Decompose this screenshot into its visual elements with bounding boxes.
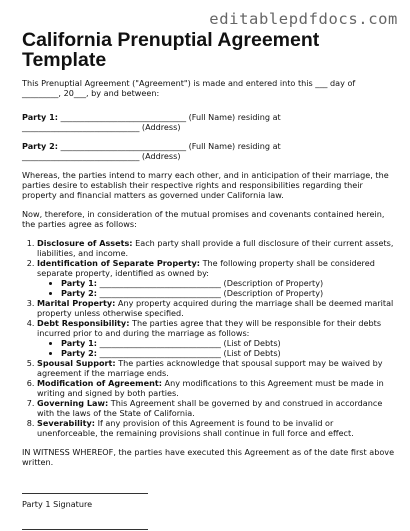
clause-modification: [37, 378, 396, 398]
sub-label: Party 1:: [61, 338, 97, 348]
therefore-paragraph: Now, therefore, in consideration of the mutual promises and covenants contained herein, the parties agree as follows:: [22, 209, 385, 229]
party-2-name-line: [22, 141, 396, 151]
whereas-paragraph: Whereas, the parties intend to marry each other, and in anticipation of their marriage, the parties desire to establish their respective rights and responsibilities regarding their property and financial matters as governed under California law.: [22, 170, 389, 200]
clause-title: Disclosure of Assets:: [37, 238, 133, 248]
clause-text: Each party shall provide a full disclosure of their current assets, liabilities, and income.: [37, 238, 394, 258]
party-1-signature-line[interactable]: [22, 493, 148, 494]
debt-sublist: [37, 338, 396, 358]
sub-text: ______________________________ (List of Debts): [97, 348, 281, 358]
debt-item-party-1: [61, 338, 396, 348]
sub-text: ______________________________ (Description of Property): [97, 288, 324, 298]
party-1-address-line: _____________________________ (Address): [22, 122, 181, 132]
party-1-signature-label: Party 1 Signature: [22, 499, 93, 509]
clause-title: Modification of Agreement:: [37, 378, 162, 388]
clause-severability: [37, 418, 396, 438]
clause-text: The following property shall be considered separate property, identified as owned by:: [37, 258, 375, 278]
clause-title: Marital Property:: [37, 298, 116, 308]
sub-label: Party 2:: [61, 288, 97, 298]
clause-text: If any provision of this Agreement is found to be invalid or unenforceable, the remaining provisions shall continue in full force and effect.: [37, 418, 354, 438]
page-title: California Prenuptial Agreement Template: [22, 29, 320, 71]
party-2-block: [22, 141, 396, 161]
party-2-address-line: _____________________________ (Address): [22, 151, 181, 161]
property-item-party-2: [61, 288, 396, 298]
property-item-party-1: [61, 278, 396, 288]
clause-marital-property: [37, 298, 396, 318]
clause-debt: [37, 318, 396, 358]
witness-paragraph: IN WITNESS WHEREOF, the parties have executed this Agreement as of the date first above written.: [22, 447, 395, 467]
party-1-label: Party 1:: [22, 112, 58, 122]
clause-title: Spousal Support:: [37, 358, 116, 368]
clause-title: Debt Responsibility:: [37, 318, 130, 328]
clause-title: Governing Law:: [37, 398, 109, 408]
party-2-signature-line[interactable]: [22, 529, 148, 530]
agreement-body: [22, 78, 396, 530]
sub-text: ______________________________ (List of Debts): [97, 338, 281, 348]
sub-text: ______________________________ (Description of Property): [97, 278, 324, 288]
clause-text: Any modifications to this Agreement must be made in writing and signed by both parties.: [37, 378, 384, 398]
clause-text: This Agreement shall be governed by and construed in accordance with the laws of the State of California.: [37, 398, 383, 418]
party-1-name-line: [22, 112, 396, 122]
clause-text: Any property acquired during the marriage shall be deemed marital property unless otherwise specified.: [37, 298, 394, 318]
intro-paragraph: This Prenuptial Agreement ("Agreement") is made and entered into this ___ day of _________, 20___, by and between:: [22, 78, 356, 98]
clause-spousal-support: [37, 358, 396, 378]
party-1-name-blank: _______________________________ (Full Name) residing at: [58, 112, 281, 122]
clause-separate-property: [37, 258, 396, 298]
site-watermark: editablepdfdocs.com: [209, 10, 398, 28]
property-sublist: [37, 278, 396, 298]
clause-title: Severability:: [37, 418, 96, 428]
party-2-label: Party 2:: [22, 141, 58, 151]
clauses-list: [22, 238, 396, 438]
party-1-block: [22, 112, 396, 132]
clause-governing-law: [37, 398, 396, 418]
clause-text: The parties acknowledge that spousal support may be waived by agreement if the marriage ends.: [37, 358, 383, 378]
party-2-name-blank: _______________________________ (Full Name) residing at: [58, 141, 281, 151]
sub-label: Party 2:: [61, 348, 97, 358]
debt-item-party-2: [61, 348, 396, 358]
sub-label: Party 1:: [61, 278, 97, 288]
clause-title: Identification of Separate Property:: [37, 258, 200, 268]
clause-text: The parties agree that they will be responsible for their debts incurred prior to and during the marriage as follows:: [37, 318, 382, 338]
clause-disclosure: [37, 238, 396, 258]
